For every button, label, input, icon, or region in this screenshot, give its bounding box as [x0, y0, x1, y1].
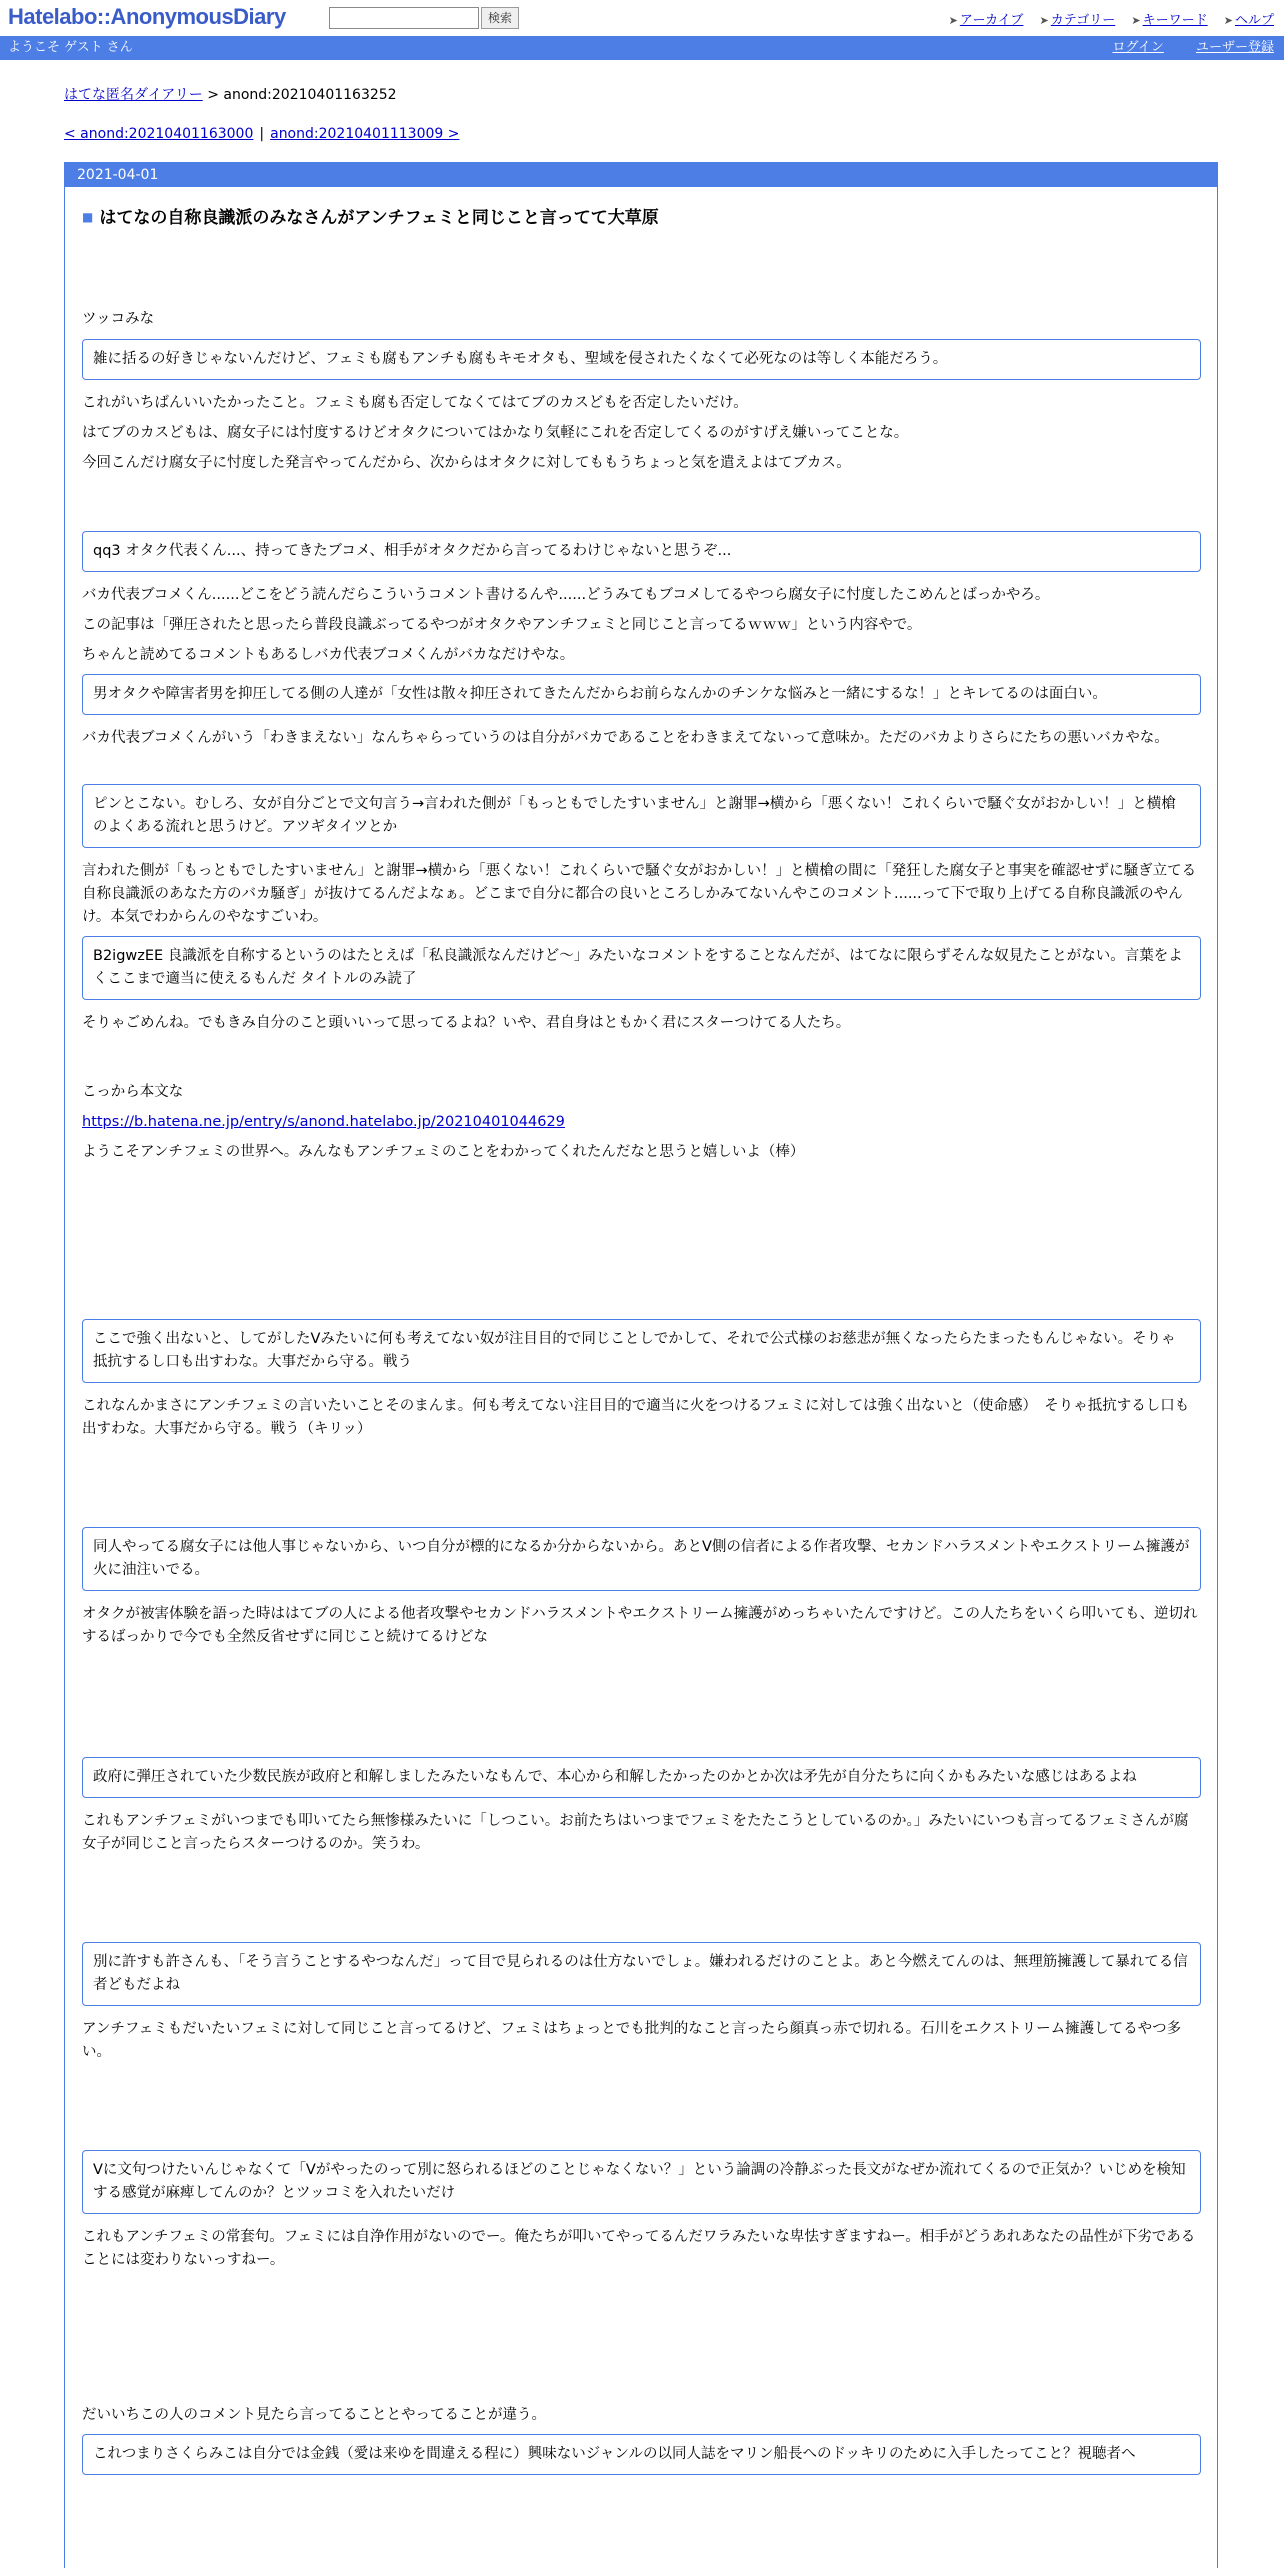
spacer: [82, 572, 1201, 584]
breadcrumb-separator: >: [202, 87, 224, 103]
breadcrumb: [64, 84, 397, 104]
breadcrumb-home-link[interactable]: はてな匿名ダイアリー: [64, 87, 203, 103]
quote-block: 男オタクや障害者男を抑圧してる側の人達が「女性は散々抑圧されてきたんだからお前らなんかのチンケな悩みと一緒にするな！」とキレてるのは面白い。: [82, 674, 1201, 715]
prev-entry-link[interactable]: < anond:20210401163000: [64, 126, 254, 142]
body-paragraph: アンチフェミもだいたいフェミに対して同じこと言ってるけど、フェミはちょっとでも批判的なこと言ったら顔真っ赤で切れる。石川をエクストリーム擁護してるやつ多い。: [82, 2021, 1182, 2060]
quote-block: 同人やってる腐女子には他人事じゃないから、いつ自分が標的になるか分からないから。あとV側の信者による作者攻撃、セカンドハラスメントやエクストリーム擁護が火に油注いでる。: [82, 1527, 1201, 1591]
body-paragraph: はてブのカスどもは、腐女子には忖度するけどオタクについてはかなり気軽にこれを否定してくるのがすげえ嫌いってことな。: [82, 425, 909, 441]
spacer: [82, 1649, 1201, 1757]
quote-block: ここで強く出ないと、してがしたVみたいに何も考えてない奴が注目目的で同じことしでかして、それで公式様のお慈悲が無くなったらたまったもんじゃない。そりゃ抵抗するし口も出すわな。大事だから守る。戦う: [82, 1319, 1201, 1383]
body-paragraph: これなんかまさにアンチフェミの言いたいことそのまんま。何も考えてない注目目的で適当に火をつけるフェミに対しては強く出ないと（使命感） そりゃ抵抗するし口も出すわな。大事だから守る。戦う（キリッ）: [82, 1398, 1190, 1437]
spacer: [82, 230, 1201, 308]
body-paragraph: バカ代表ブコメくんがいう「わきまえない」なんちゃらっていうのは自分がバカであることをわきまえてないって意味か。ただのバカよりさらにたちの悪いバカやな。: [82, 730, 1169, 746]
spacer: [82, 1000, 1201, 1012]
spacer: [82, 1798, 1201, 1810]
user-bar: [0, 36, 1284, 60]
entry-url-link[interactable]: https://b.hatena.ne.jp/entry/s/anond.hatelabo.jp/20210401044629: [82, 1114, 565, 1130]
body-paragraph: ツッコみな: [82, 311, 155, 327]
spacer: [82, 1441, 1201, 1527]
diary-day: [64, 162, 1218, 2568]
spacer: [82, 637, 1201, 644]
nav-category-link[interactable]: カテゴリー: [1050, 13, 1116, 28]
nav-keyword[interactable]: [1131, 13, 1207, 28]
spacer: [82, 2272, 1201, 2404]
spacer: [82, 2006, 1201, 2018]
body-paragraph: だいいちこの人のコメント見たら言ってることとやってることが違う。: [82, 2407, 546, 2423]
square-icon[interactable]: ■: [82, 210, 94, 224]
spacer: [82, 2427, 1201, 2434]
quote-block: 雑に括るの好きじゃないんだけど、フェミも腐もアンチも腐もキモオタも、聖域を侵されたくなくて必死なのは等しく本能だろう。: [82, 339, 1201, 380]
spacer: [82, 1035, 1201, 1081]
arrow-icon: ➤: [1131, 14, 1141, 27]
day-date: 2021-04-01: [65, 163, 1217, 187]
search-button[interactable]: 検索: [481, 7, 519, 29]
body-paragraph: 言われた側が「もっともでしたすいません」と謝罪→横から「悪くない！これくらいで騒ぐ女がおかしい！」と横槍の間に「発狂した腐女子と事実を確認せずに騒ぎ立てる自称良識派のあなた方のバカ騒ぎ」が抜けてるんだよなぁ。どこまで自分に都合の良いところしかみてないんやこのコメント......って下で取り上げてる自称良識派のやんけ。本気でわからんのやなすごいわ。: [82, 863, 1197, 925]
quote-block: B2igwzEE 良識派を自称するというのはたとえば「私良識派なんだけど～」みたいなコメントをすることなんだが、はてなに限らずそんな奴見たことがない。言葉をよくここまで適当に使えるもんだ タイトルのみ読了: [82, 936, 1201, 1000]
body-paragraph: そりゃごめんね。でもきみ自分のこと頭いいって思ってるよね？いや、君自身はともかく君にスターつけてる人たち。: [82, 1015, 851, 1031]
quote-block: 政府に弾圧されていた少数民族が政府と和解しましたみたいなもんで、本心から和解したかったのかとか次は矛先が自分たちに向くかもみたいな感じはあるよね: [82, 1757, 1201, 1798]
body-paragraph: ちゃんと読めてるコメントもあるしバカ代表ブコメくんがバカなだけやな。: [82, 647, 575, 663]
body-paragraph: この記事は「弾圧されたと思ったら普段良識ぶってるやつがオタクやアンチフェミと同じこと言ってるｗｗｗ」という内容やで。: [82, 617, 922, 633]
nav-archive-link[interactable]: アーカイブ: [959, 13, 1024, 28]
link-paragraph: [82, 1111, 1201, 1134]
entry-title: [82, 205, 1201, 230]
body-paragraph: オタクが被害体験を語った時ははてブの人による他者攻撃やセカンドハラスメントやエクストリーム擁護がめっちゃいたんですけど。この人たちをいくら叩いても、逆切れするばっかりで今でも全然反省せずに同じこと続けてるけどな: [82, 1606, 1198, 1645]
top-navigation: [937, 9, 1274, 28]
breadcrumb-current: anond:20210401163252: [223, 87, 397, 103]
nav-keyword-link[interactable]: キーワード: [1142, 13, 1208, 28]
entry-title-text: はてなの自称良識派のみなさんがアンチフェミと同じこと言ってて大草原: [99, 208, 659, 228]
entry-body: [82, 230, 1201, 2475]
body-paragraph: これがいちばんいいたかったこと。フェミも腐も否定してなくてはてブのカスどもを否定したいだけ。: [82, 395, 748, 411]
spacer: [82, 1104, 1201, 1111]
arrow-icon: ➤: [1223, 14, 1233, 27]
spacer: [82, 445, 1201, 452]
body-paragraph: これもアンチフェミの常套句。フェミには自浄作用がないのでー。俺たちが叩いてやってるんだワラみたいな卑怯すぎますねー。相手がどうあれあなたの品性が下劣であることには変わりないっすねー。: [82, 2229, 1196, 2268]
spacer: [82, 475, 1201, 531]
arrow-icon: ➤: [948, 14, 958, 27]
spacer: [82, 929, 1201, 936]
body-paragraph: バカ代表ブコメくん......どこをどう読んだらこういうコメント書けるんや......どうみてもブコメしてるやつら腐女子に忖度したこめんとばっかやろ。: [82, 587, 1050, 603]
spacer: [82, 1591, 1201, 1603]
user-links: [1084, 36, 1274, 60]
quote-block: これつまりさくらみこは自分では金銭（愛は来ゆを間違える程に）興味ないジャンルの以同人誌をマリン船長へのドッキリのために入手したってこと？視聴者へ: [82, 2434, 1201, 2475]
next-entry-link[interactable]: anond:20210401113009 >: [270, 126, 460, 142]
spacer: [82, 607, 1201, 614]
spacer: [82, 380, 1201, 392]
body-paragraph: こっから本文な: [82, 1084, 184, 1100]
arrow-icon: ➤: [1039, 14, 1049, 27]
welcome-text: ようこそ ゲスト さん: [8, 40, 133, 55]
entry-section: [65, 205, 1217, 2475]
spacer: [82, 1383, 1201, 1395]
spacer: [82, 1856, 1201, 1942]
spacer: [82, 750, 1201, 784]
quote-block: Vに文句つけたいんじゃなくて「Vがやったのって別に怒られるほどのことじゃなくない？」という論調の冷静ぶった長文がなぜか流れてくるので正気か？いじめを検知する感覚が麻痺してんのか？とツッコミを入れたいだけ: [82, 2150, 1201, 2214]
spacer: [82, 2064, 1201, 2150]
site-logo[interactable]: Hatelabo::AnonymousDiary: [8, 4, 286, 29]
quote-block: qq3 オタク代表くん...、持ってきたブコメ、相手がオタクだから言ってるわけじゃないと思うぞ...: [82, 531, 1201, 572]
spacer: [82, 1134, 1201, 1141]
pager-separator: |: [259, 126, 265, 142]
nav-help-link[interactable]: ヘルプ: [1234, 13, 1274, 28]
search-input[interactable]: [329, 7, 479, 29]
register-link[interactable]: ユーザー登録: [1195, 40, 1274, 55]
login-link[interactable]: ログイン: [1112, 40, 1164, 55]
spacer: [82, 667, 1201, 674]
spacer: [82, 715, 1201, 727]
spacer: [82, 415, 1201, 422]
nav-category[interactable]: [1040, 13, 1116, 28]
spacer: [82, 1164, 1201, 1319]
body-paragraph: ようこそアンチフェミの世界へ。みんなもアンチフェミのことをわかってくれたんだなと思うと嬉しいよ（棒）: [82, 1144, 805, 1160]
spacer: [82, 331, 1201, 339]
nav-archive[interactable]: [949, 13, 1024, 28]
body-paragraph: これもアンチフェミがいつまでも叩いてたら無惨様みたいに「しつこい。お前たちはいつまでフェミをたたこうとしているのか。」みたいにいつも言ってるフェミさんが腐女子が同じこと言ったらスターつけるのか。笑うわ。: [82, 1813, 1189, 1852]
quote-block: ピンとこない。むしろ、女が自分ごとで文句言う→言われた側が「もっともでしたすいません」と謝罪→横から「悪くない！これくらいで騒ぐ女がおかしい！」と横槍 のよくある流れと思うけど。アツギタイツとか: [82, 784, 1201, 848]
body-paragraph: 今回こんだけ腐女子に忖度した発言やってんだから、次からはオタクに対してももうちょっと気を遣えよはてブカス。: [82, 455, 851, 471]
quote-block: 別に許すも許さんも、「そう言うことするやつなんだ」って目で見られるのは仕方ないでしょ。嫌われるだけのことよ。あと今燃えてんのは、無理筋擁護して暴れてる信者どもだよね: [82, 1942, 1201, 2006]
site-header: [0, 0, 1284, 36]
entry-pager: [64, 126, 460, 142]
spacer: [82, 2214, 1201, 2226]
nav-help[interactable]: [1224, 13, 1274, 28]
spacer: [82, 848, 1201, 860]
